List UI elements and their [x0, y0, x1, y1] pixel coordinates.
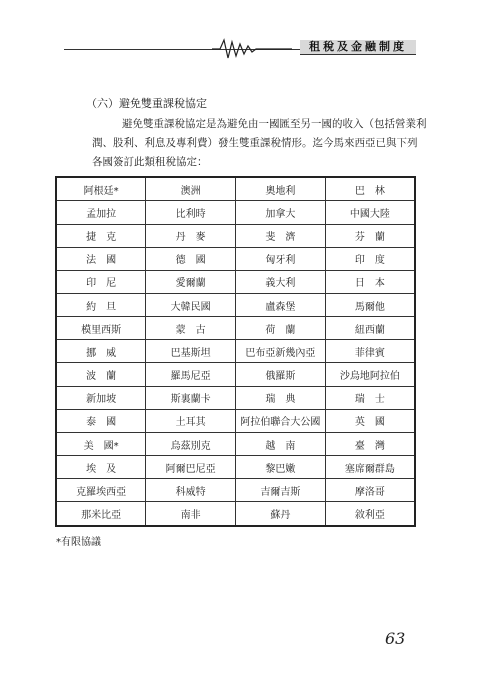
table-cell: 紐西蘭	[325, 317, 415, 340]
table-cell: 科威特	[146, 479, 236, 502]
table-cell: 敘利亞	[325, 502, 415, 526]
table-cell: 法 國	[56, 247, 146, 270]
table-cell: 摩洛哥	[325, 479, 415, 502]
table-row	[56, 270, 415, 293]
page-number: 63	[385, 629, 406, 648]
section-heading: （六）避免雙重課稅協定	[86, 97, 207, 110]
table-cell: 黎巴嫩	[236, 456, 326, 479]
table-cell: 挪 威	[56, 340, 146, 363]
table-row	[56, 224, 415, 247]
table-cell: 日 本	[325, 270, 415, 293]
table-cell: 俄羅斯	[236, 363, 326, 386]
table-cell: 印 尼	[56, 270, 146, 293]
table-cell: 斐 濟	[236, 224, 326, 247]
table-cell: 芬 蘭	[325, 224, 415, 247]
table-cell: 馬爾他	[325, 294, 415, 317]
table-cell: 澳洲	[146, 177, 236, 201]
paragraph-line: 避免雙重課稅協定是為避免由一國匯至另一國的收入（包括營業利	[122, 118, 427, 130]
header-underline	[300, 54, 416, 55]
table-cell: 模里西斯	[56, 317, 146, 340]
table-row	[56, 363, 415, 386]
paragraph-line: 潤、股利、利息及專利費）發生雙重課稅情形。迄今馬來西亞已與下列	[92, 137, 418, 149]
table-cell: 泰 國	[56, 409, 146, 432]
table-cell: 克羅埃西亞	[56, 479, 146, 502]
heartbeat-line-icon	[212, 36, 292, 62]
table-cell: 吉爾吉斯	[236, 479, 326, 502]
table-cell: 丹 麥	[146, 224, 236, 247]
table-cell: 羅馬尼亞	[146, 363, 236, 386]
table-row	[56, 502, 415, 526]
table-cell: 義大利	[236, 270, 326, 293]
table-cell: 盧森堡	[236, 294, 326, 317]
footnote: *有限協議	[56, 537, 101, 548]
table-cell: 菲律賓	[325, 340, 415, 363]
table-cell: 愛爾蘭	[146, 270, 236, 293]
table-cell: 沙烏地阿拉伯	[325, 363, 415, 386]
table-cell: 越 南	[236, 432, 326, 455]
table-row	[56, 201, 415, 224]
table-cell: 奧地利	[236, 177, 326, 201]
table-cell: 瑞 典	[236, 386, 326, 409]
table-cell: 捷 克	[56, 224, 146, 247]
table-cell: 塞席爾群島	[325, 456, 415, 479]
table-row	[56, 294, 415, 317]
table-row	[56, 456, 415, 479]
table-cell: 德 國	[146, 247, 236, 270]
table-cell: 阿拉伯聯合大公國	[236, 409, 326, 432]
table-cell: 土耳其	[146, 409, 236, 432]
table-row	[56, 247, 415, 270]
table-cell: 南非	[146, 502, 236, 526]
table-cell: 烏茲別克	[146, 432, 236, 455]
table-cell: 比利時	[146, 201, 236, 224]
table-row	[56, 386, 415, 409]
table-row	[56, 432, 415, 455]
table-cell: 巴基斯坦	[146, 340, 236, 363]
table-row	[56, 317, 415, 340]
table-cell: 埃 及	[56, 456, 146, 479]
header-title: 租稅及金融制度	[300, 40, 416, 54]
table-cell: 阿根廷*	[56, 177, 146, 201]
treaty-countries-table	[55, 176, 416, 527]
table-cell: 臺 灣	[325, 432, 415, 455]
table-cell: 巴 林	[325, 177, 415, 201]
table-cell: 斯裏蘭卡	[146, 386, 236, 409]
table-cell: 波 蘭	[56, 363, 146, 386]
table-row	[56, 409, 415, 432]
table-cell: 英 國	[325, 409, 415, 432]
table-row	[56, 479, 415, 502]
paragraph-line: 各國簽訂此類租稅協定：	[92, 156, 208, 168]
table-cell: 中國大陸	[325, 201, 415, 224]
table-cell: 新加坡	[56, 386, 146, 409]
table-cell: 那米比亞	[56, 502, 146, 526]
table-cell: 大韓民國	[146, 294, 236, 317]
table-cell: 匈牙利	[236, 247, 326, 270]
table-cell: 瑞 士	[325, 386, 415, 409]
table-cell: 美 國*	[56, 432, 146, 455]
table-row	[56, 177, 415, 201]
table-cell: 蘇丹	[236, 502, 326, 526]
table-row	[56, 340, 415, 363]
table-cell: 巴布亞新幾內亞	[236, 340, 326, 363]
table-cell: 蒙 古	[146, 317, 236, 340]
table-cell: 約 旦	[56, 294, 146, 317]
table-cell: 印 度	[325, 247, 415, 270]
table-cell: 阿爾巴尼亞	[146, 456, 236, 479]
paragraph	[92, 115, 437, 172]
table-cell: 荷 蘭	[236, 317, 326, 340]
table-cell: 加拿大	[236, 201, 326, 224]
table-cell: 孟加拉	[56, 201, 146, 224]
